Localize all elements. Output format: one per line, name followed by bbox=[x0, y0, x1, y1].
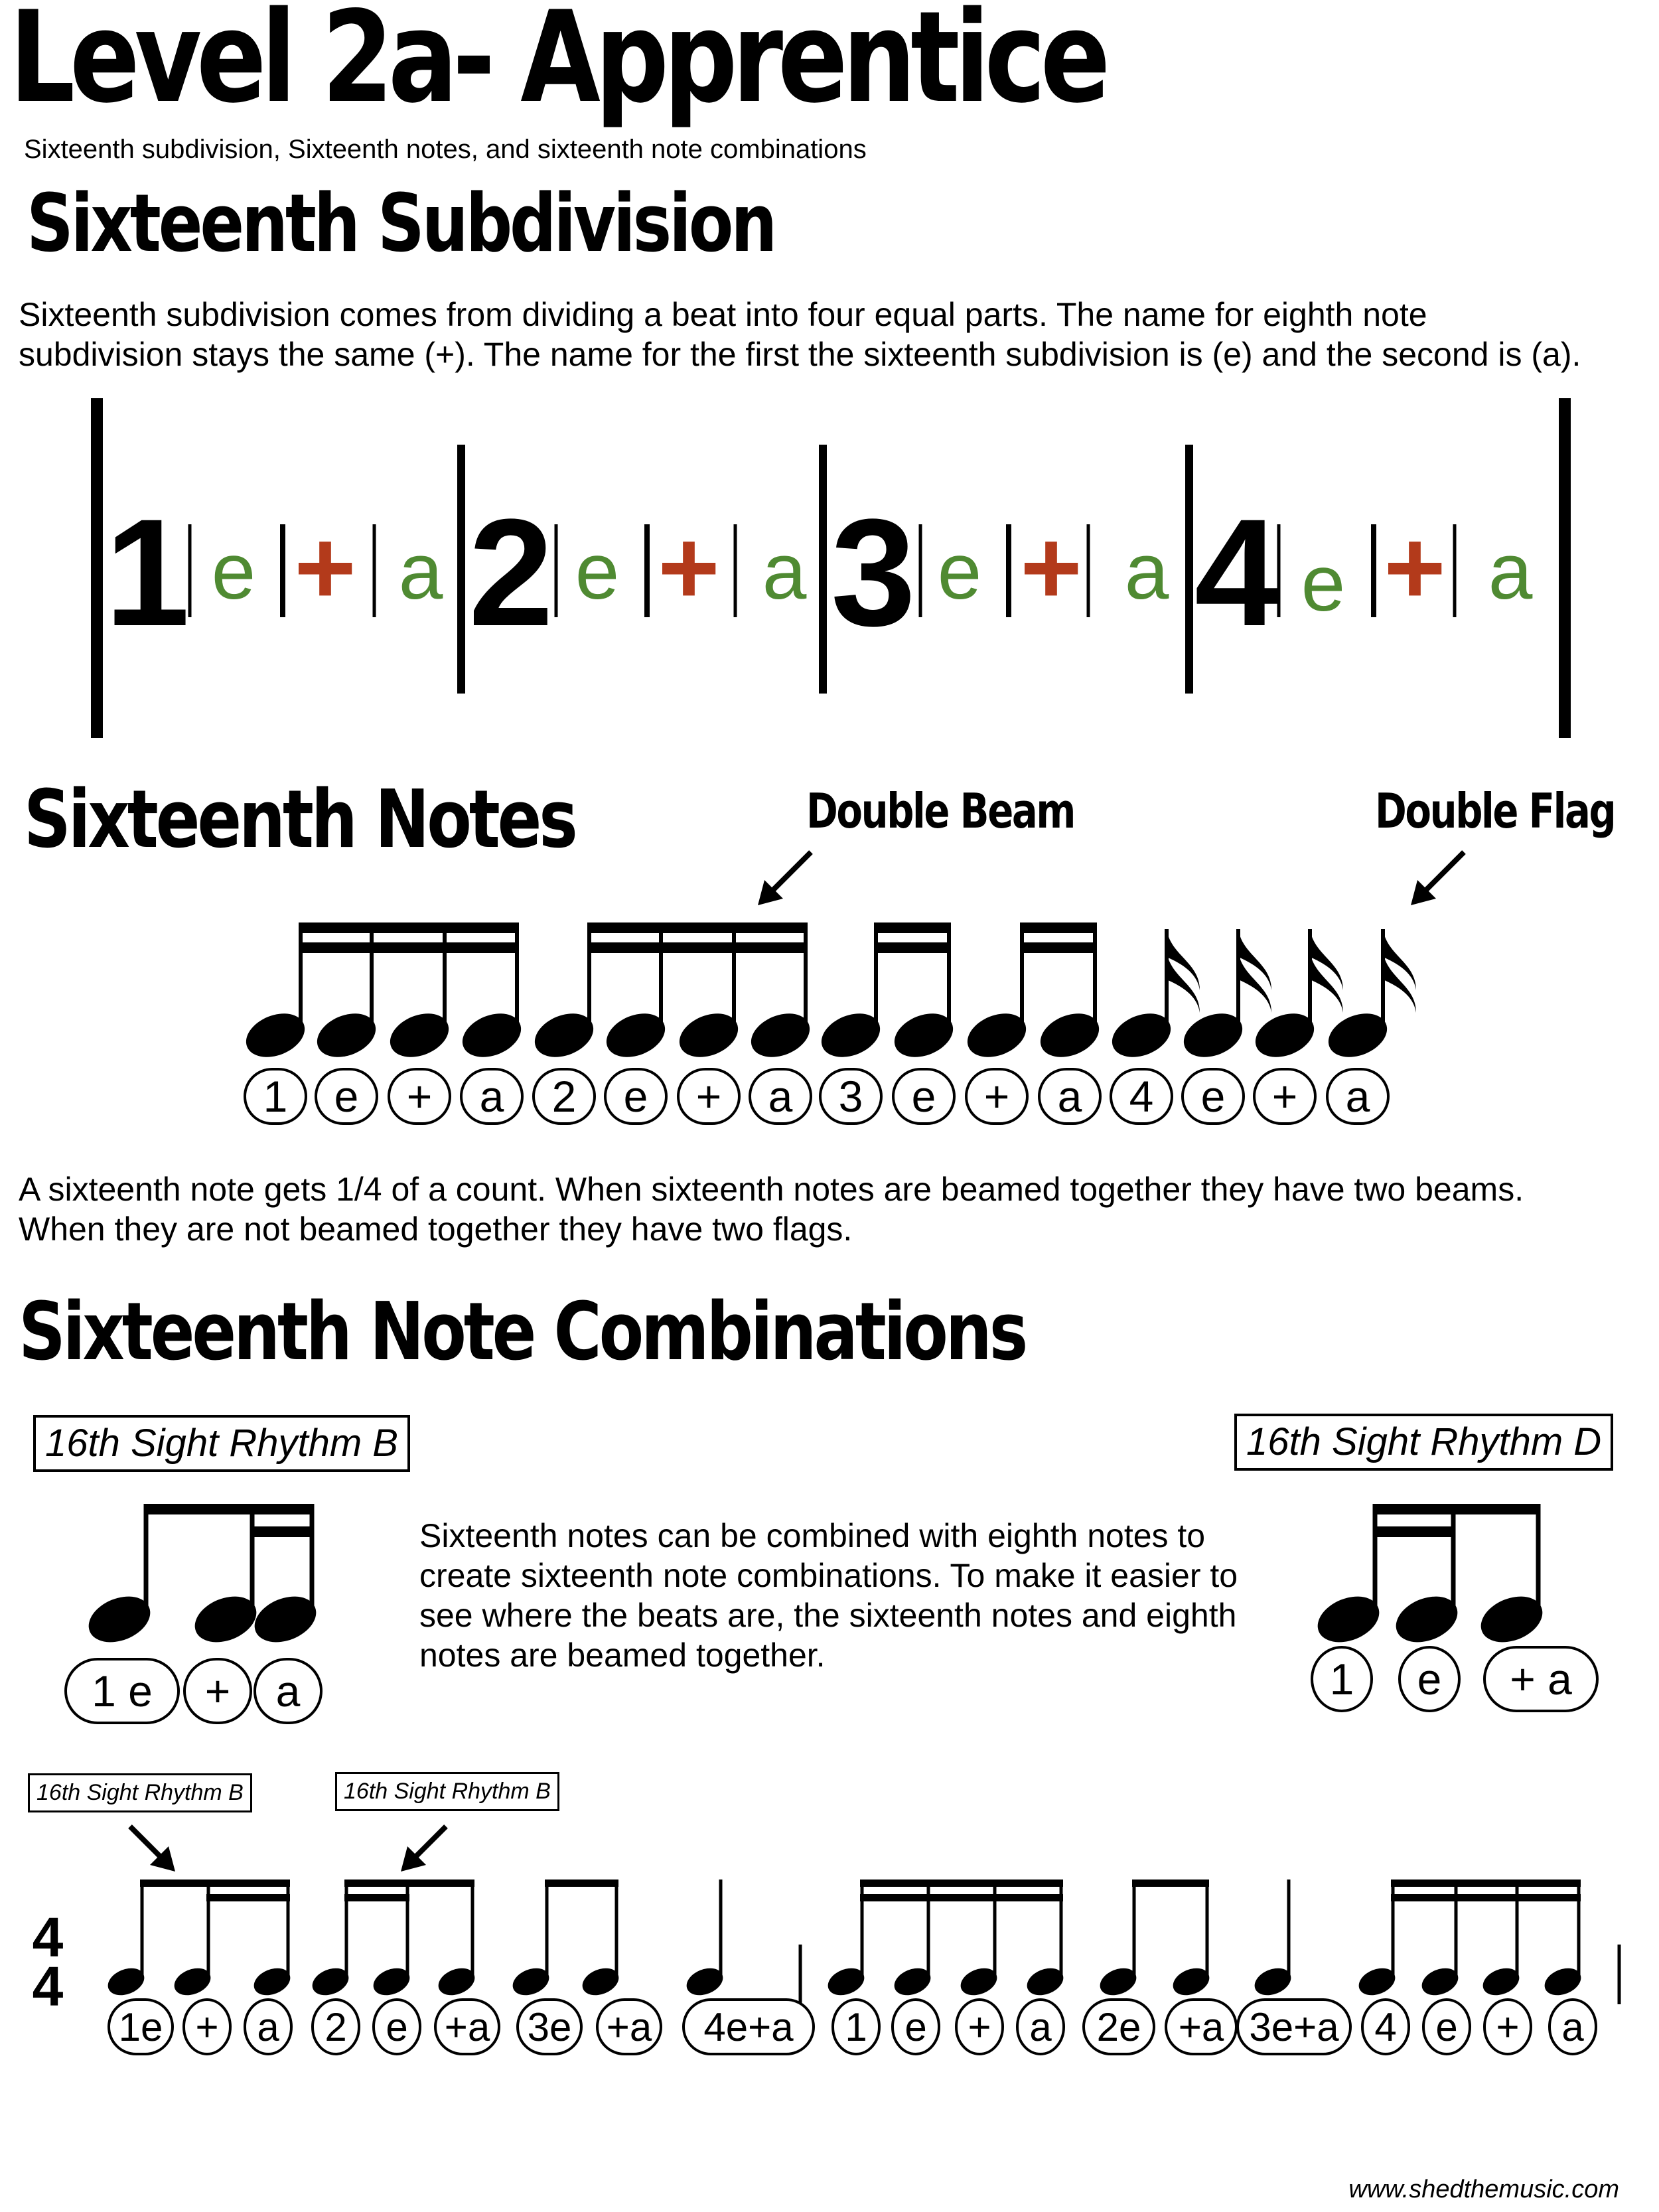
beam bbox=[874, 942, 951, 953]
count-label: + bbox=[968, 2005, 991, 2049]
count-label: +a bbox=[1178, 2005, 1224, 2049]
beam bbox=[1391, 1894, 1581, 1901]
sixteenth-notes-heading: Sixteenth Notes bbox=[24, 774, 575, 866]
beam bbox=[1020, 922, 1097, 933]
subdivision-count: a bbox=[1488, 527, 1533, 616]
subdivision-count: + bbox=[1020, 508, 1082, 627]
subdivision-paragraph-line-2: subdivision stays the same (+). The name for the first the sixteenth subdivision is (e) and the second is (a). bbox=[19, 336, 1581, 373]
sixteenth-notes-paragraph-line-1: A sixteenth note gets 1/4 of a count. When sixteenth notes are beamed together they have two beams. bbox=[19, 1171, 1524, 1208]
example-measure-figure bbox=[0, 1818, 1659, 2084]
count-label: 2 bbox=[551, 1072, 577, 1122]
count-label: e bbox=[334, 1072, 359, 1122]
example-count-labels bbox=[109, 2000, 1596, 2054]
rhythm-examples-figure bbox=[0, 1480, 1659, 1732]
beam bbox=[1373, 1526, 1455, 1537]
footer-url: www.shedthemusic.com bbox=[1348, 2175, 1619, 2203]
count-label: 1 bbox=[845, 2005, 867, 2049]
example-arrow-2 bbox=[401, 1826, 446, 1872]
combinations-paragraph-line-2: create sixteenth note combinations. To make it easier to bbox=[419, 1557, 1238, 1594]
count-label: a bbox=[479, 1072, 504, 1122]
count-label: 4e+a bbox=[703, 2005, 794, 2049]
count-label: +a bbox=[444, 2005, 490, 2049]
beam bbox=[140, 1880, 290, 1887]
count-label: 2e bbox=[1096, 2005, 1141, 2049]
count-label: + bbox=[983, 1072, 1010, 1122]
count-label: e bbox=[1435, 2005, 1458, 2049]
subdivision-counts bbox=[105, 487, 1533, 658]
count-label: 1 bbox=[263, 1072, 288, 1122]
count-label: a bbox=[257, 2005, 279, 2049]
double-flag-arrow bbox=[1411, 852, 1464, 905]
beam bbox=[299, 922, 519, 933]
double-beam-arrow bbox=[758, 852, 811, 905]
count-label: 3e+a bbox=[1249, 2005, 1339, 2049]
count-label: a bbox=[1345, 1072, 1370, 1122]
count-label: + bbox=[695, 1072, 722, 1122]
count-label: + bbox=[1496, 2005, 1520, 2049]
beam bbox=[587, 922, 808, 933]
count-label: 2 bbox=[325, 2005, 347, 2049]
count-label: e bbox=[911, 1072, 936, 1122]
count-label: 3 bbox=[838, 1072, 863, 1122]
count-label: + bbox=[195, 2005, 219, 2049]
beam bbox=[874, 922, 951, 933]
example-label-box-2: 16th Sight Rhythm B bbox=[335, 1772, 559, 1811]
count-label: 1 e bbox=[92, 1666, 153, 1716]
subdivision-count: e bbox=[1301, 539, 1346, 628]
count-label: a bbox=[1029, 2005, 1052, 2049]
subdivision-heading: Sixteenth Subdivision bbox=[27, 178, 775, 270]
page-title: Level 2a- Apprentice bbox=[9, 0, 1106, 131]
count-label: + a bbox=[1510, 1655, 1572, 1704]
time-signature-top: 4 bbox=[32, 1906, 64, 1968]
count-label: a bbox=[1561, 2005, 1584, 2049]
example-notation bbox=[104, 1880, 1619, 2004]
beam bbox=[344, 1880, 474, 1887]
sixteenth-notes-notation bbox=[240, 922, 1416, 1065]
beam bbox=[860, 1894, 1063, 1901]
combinations-heading: Sixteenth Note Combinations bbox=[19, 1286, 1026, 1378]
combinations-paragraph-line-1: Sixteenth notes can be combined with eighth notes to bbox=[419, 1517, 1206, 1554]
subdivision-count: 4 bbox=[1194, 487, 1279, 658]
beam bbox=[344, 1894, 409, 1901]
count-label: e bbox=[623, 1072, 648, 1122]
rhythm-b-notation bbox=[66, 1504, 323, 1723]
example-label-box-1: 16th Sight Rhythm B bbox=[28, 1773, 252, 1812]
rhythm-d-title-box: 16th Sight Rhythm D bbox=[1234, 1414, 1613, 1471]
count-label: + bbox=[406, 1072, 433, 1122]
count-label: +a bbox=[606, 2005, 652, 2049]
subdivision-count-strip bbox=[0, 392, 1659, 750]
sixteenth-notes-paragraph-line-2: When they are not beamed together they have two flags. bbox=[19, 1211, 853, 1248]
count-label: 3e bbox=[527, 2005, 572, 2049]
count-label: 4 bbox=[1374, 2005, 1397, 2049]
count-label: a bbox=[275, 1666, 301, 1716]
double-beam-callout: Double Beam bbox=[806, 783, 1074, 839]
subdivision-count: e bbox=[211, 527, 256, 616]
beam bbox=[1020, 942, 1097, 953]
subdivision-count: e bbox=[575, 527, 620, 616]
count-label: e bbox=[1200, 1072, 1226, 1122]
beam bbox=[1132, 1880, 1209, 1887]
subdivision-count: + bbox=[294, 508, 356, 627]
sixteenth-notes-figure bbox=[0, 843, 1659, 1148]
subdivision-count: 2 bbox=[469, 487, 553, 658]
example-arrow-1 bbox=[130, 1826, 175, 1872]
rhythm-b-title-box: 16th Sight Rhythm B bbox=[33, 1415, 410, 1472]
subdivision-count: a bbox=[398, 527, 443, 616]
count-label: 4 bbox=[1129, 1072, 1154, 1122]
count-label: e bbox=[1417, 1655, 1442, 1704]
subdivision-count: a bbox=[762, 527, 807, 616]
beam bbox=[144, 1504, 314, 1514]
beam bbox=[545, 1880, 618, 1887]
beam bbox=[587, 942, 808, 953]
combinations-paragraph-line-3: see where the beats are, the sixteenth notes and eighth bbox=[419, 1597, 1237, 1634]
subdivision-count: a bbox=[1124, 527, 1169, 616]
rhythm-d-notation bbox=[1311, 1504, 1597, 1711]
page-subtitle: Sixteenth subdivision, Sixteenth notes, and sixteenth note combinations bbox=[24, 135, 867, 164]
count-label: + bbox=[1271, 1072, 1298, 1122]
combinations-paragraph-line-4: notes are beamed together. bbox=[419, 1637, 826, 1674]
beam bbox=[1391, 1880, 1581, 1887]
count-label: 1e bbox=[118, 2005, 163, 2049]
subdivision-count: 3 bbox=[831, 487, 916, 658]
count-label: 1 bbox=[1329, 1655, 1354, 1704]
double-flag-callout: Double Flag bbox=[1375, 783, 1615, 839]
beam bbox=[860, 1880, 1063, 1887]
count-label: e bbox=[386, 2005, 408, 2049]
count-label: + bbox=[204, 1666, 231, 1716]
time-signature-bottom: 4 bbox=[32, 1955, 64, 2018]
subdivision-count: + bbox=[658, 508, 720, 627]
beam bbox=[1373, 1504, 1540, 1514]
subdivision-paragraph-line-1: Sixteenth subdivision comes from dividing a beat into four equal parts. The name for eighth note bbox=[19, 296, 1427, 333]
beam bbox=[250, 1526, 314, 1537]
subdivision-count: e bbox=[937, 527, 982, 616]
sixteenth-notes-count-labels bbox=[245, 1069, 1388, 1124]
count-label: a bbox=[768, 1072, 793, 1122]
beam bbox=[206, 1894, 290, 1901]
subdivision-count: + bbox=[1384, 508, 1446, 627]
count-label: a bbox=[1057, 1072, 1082, 1122]
subdivision-count: 1 bbox=[105, 487, 190, 658]
count-label: e bbox=[904, 2005, 927, 2049]
beam bbox=[299, 942, 519, 953]
